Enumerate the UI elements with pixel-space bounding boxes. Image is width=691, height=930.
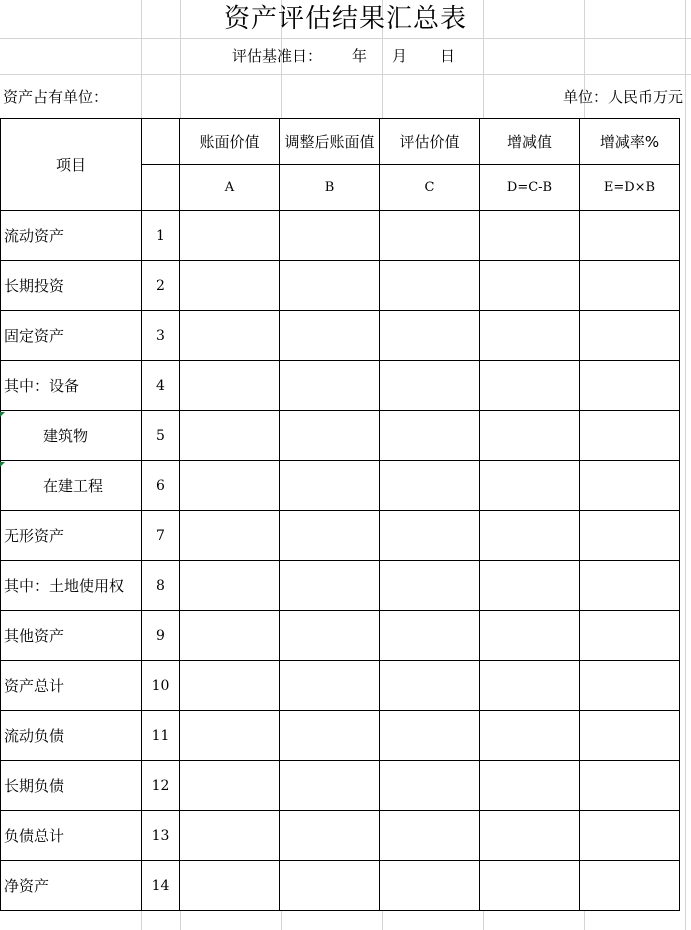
value-cell[interactable] (380, 611, 480, 661)
day-label: 日 (440, 47, 456, 65)
value-cell[interactable] (280, 211, 380, 261)
value-cell[interactable] (180, 261, 280, 311)
value-cell[interactable] (480, 261, 580, 311)
row-number: 14 (142, 861, 180, 911)
value-cell[interactable] (580, 711, 680, 761)
valuation-date-line (0, 38, 691, 74)
row-item-name: 其中：土地使用权 (1, 561, 142, 611)
value-cell[interactable] (280, 311, 380, 361)
num-header-cell[interactable] (142, 119, 180, 165)
value-cell[interactable] (180, 361, 280, 411)
value-cell[interactable] (180, 861, 280, 911)
value-cell[interactable] (380, 511, 480, 561)
row-number: 8 (142, 561, 180, 611)
value-cell[interactable] (280, 261, 380, 311)
value-cell[interactable] (480, 211, 580, 261)
column-code-c: C (380, 165, 480, 211)
row-number: 3 (142, 311, 180, 361)
value-cell[interactable] (180, 711, 280, 761)
value-cell[interactable] (180, 411, 280, 461)
cell-comment-marker (0, 412, 5, 417)
value-cell[interactable] (180, 511, 280, 561)
value-cell[interactable] (280, 661, 380, 711)
row-item-name: 流动资产 (1, 211, 142, 261)
column-header-adjusted-book-value: 调整后账面值 (280, 119, 380, 165)
column-code-e: E=D×B (580, 165, 680, 211)
year-label: 年 (352, 47, 368, 65)
value-cell[interactable] (380, 761, 480, 811)
value-cell[interactable] (180, 761, 280, 811)
row-item-name: 固定资产 (1, 311, 142, 361)
value-cell[interactable] (580, 411, 680, 461)
value-cell[interactable] (380, 311, 480, 361)
value-cell[interactable] (480, 361, 580, 411)
value-cell[interactable] (280, 561, 380, 611)
value-cell[interactable] (380, 261, 480, 311)
value-cell[interactable] (480, 611, 580, 661)
column-header-book-value: 账面价值 (180, 119, 280, 165)
table-row (1, 311, 680, 361)
value-cell[interactable] (280, 711, 380, 761)
value-cell[interactable] (480, 561, 580, 611)
value-cell[interactable] (480, 511, 580, 561)
value-cell[interactable] (280, 461, 380, 511)
table-row (1, 761, 680, 811)
row-number: 4 (142, 361, 180, 411)
value-cell[interactable] (580, 561, 680, 611)
value-cell[interactable] (380, 211, 480, 261)
table-row (1, 411, 680, 461)
value-cell[interactable] (280, 511, 380, 561)
item-header: 项目 (1, 119, 142, 211)
value-cell[interactable] (380, 561, 480, 611)
row-item-name: 长期负债 (1, 761, 142, 811)
row-item-name: 资产总计 (1, 661, 142, 711)
value-cell[interactable] (180, 561, 280, 611)
value-cell[interactable] (480, 661, 580, 711)
table-row (1, 611, 680, 661)
column-code-a: A (180, 165, 280, 211)
num-code-cell[interactable] (142, 165, 180, 211)
row-number: 12 (142, 761, 180, 811)
table-row (1, 211, 680, 261)
column-header-change: 增减值 (480, 119, 580, 165)
row-item-name: 无形资产 (1, 511, 142, 561)
value-cell[interactable] (580, 661, 680, 711)
value-cell[interactable] (580, 811, 680, 861)
value-cell[interactable] (180, 811, 280, 861)
value-cell[interactable] (280, 861, 380, 911)
table-row (1, 811, 680, 861)
row-number: 1 (142, 211, 180, 261)
row-item-name: 长期投资 (1, 261, 142, 311)
value-cell[interactable] (580, 361, 680, 411)
value-cell[interactable] (580, 861, 680, 911)
row-item-name: 建筑物 (1, 411, 142, 461)
sheet-title: 资产评估结果汇总表 (223, 4, 467, 34)
table-body (1, 211, 680, 911)
value-cell[interactable] (280, 361, 380, 411)
value-cell[interactable] (180, 611, 280, 661)
row-number: 9 (142, 611, 180, 661)
value-cell[interactable] (580, 511, 680, 561)
value-cell[interactable] (580, 461, 680, 511)
table-row (1, 261, 680, 311)
value-cell[interactable] (380, 811, 480, 861)
row-number: 5 (142, 411, 180, 461)
table-row (1, 461, 680, 511)
column-header-change-rate: 增减率% (580, 119, 680, 165)
valuation-date-label: 评估基准日： (232, 47, 323, 65)
value-cell[interactable] (280, 761, 380, 811)
value-cell[interactable] (580, 211, 680, 261)
row-number: 13 (142, 811, 180, 861)
value-cell[interactable] (580, 611, 680, 661)
column-code-b: B (280, 165, 380, 211)
asset-owner-label: 资产占有单位： (3, 88, 109, 106)
value-cell[interactable] (380, 711, 480, 761)
value-cell[interactable] (580, 261, 680, 311)
value-cell[interactable] (480, 811, 580, 861)
gridline (0, 74, 691, 75)
row-number: 6 (142, 461, 180, 511)
value-cell[interactable] (580, 761, 680, 811)
table-row (1, 661, 680, 711)
value-cell[interactable] (480, 861, 580, 911)
value-cell[interactable] (280, 411, 380, 461)
summary-table (0, 118, 680, 911)
row-item-name: 负债总计 (1, 811, 142, 861)
value-cell[interactable] (180, 211, 280, 261)
row-item-name: 净资产 (1, 861, 142, 911)
row-number: 10 (142, 661, 180, 711)
value-cell[interactable] (380, 461, 480, 511)
value-cell[interactable] (280, 811, 380, 861)
value-cell[interactable] (380, 411, 480, 461)
table-row (1, 511, 680, 561)
value-cell[interactable] (280, 611, 380, 661)
currency-unit-label: 单位：人民币万元 (562, 88, 683, 106)
cell-comment-marker (0, 462, 5, 467)
value-cell[interactable] (480, 711, 580, 761)
value-cell[interactable] (380, 361, 480, 411)
table-row (1, 561, 680, 611)
value-cell[interactable] (480, 761, 580, 811)
row-number: 7 (142, 511, 180, 561)
table-row (1, 361, 680, 411)
row-item-name: 流动负债 (1, 711, 142, 761)
column-code-d: D=C-B (480, 165, 580, 211)
row-number: 2 (142, 261, 180, 311)
value-cell[interactable] (180, 461, 280, 511)
row-item-name: 其中：设备 (1, 361, 142, 411)
value-cell[interactable] (380, 861, 480, 911)
value-cell[interactable] (380, 661, 480, 711)
value-cell[interactable] (480, 411, 580, 461)
table-row (1, 711, 680, 761)
month-label: 月 (392, 47, 408, 65)
table-row (1, 861, 680, 911)
value-cell[interactable] (480, 461, 580, 511)
gridline (685, 0, 686, 930)
value-cell[interactable] (180, 661, 280, 711)
row-item-name: 其他资产 (1, 611, 142, 661)
column-header-appraised-value: 评估价值 (380, 119, 480, 165)
row-item-name: 在建工程 (1, 461, 142, 511)
row-number: 11 (142, 711, 180, 761)
value-cell[interactable] (180, 311, 280, 361)
value-cell[interactable] (480, 311, 580, 361)
value-cell[interactable] (580, 311, 680, 361)
